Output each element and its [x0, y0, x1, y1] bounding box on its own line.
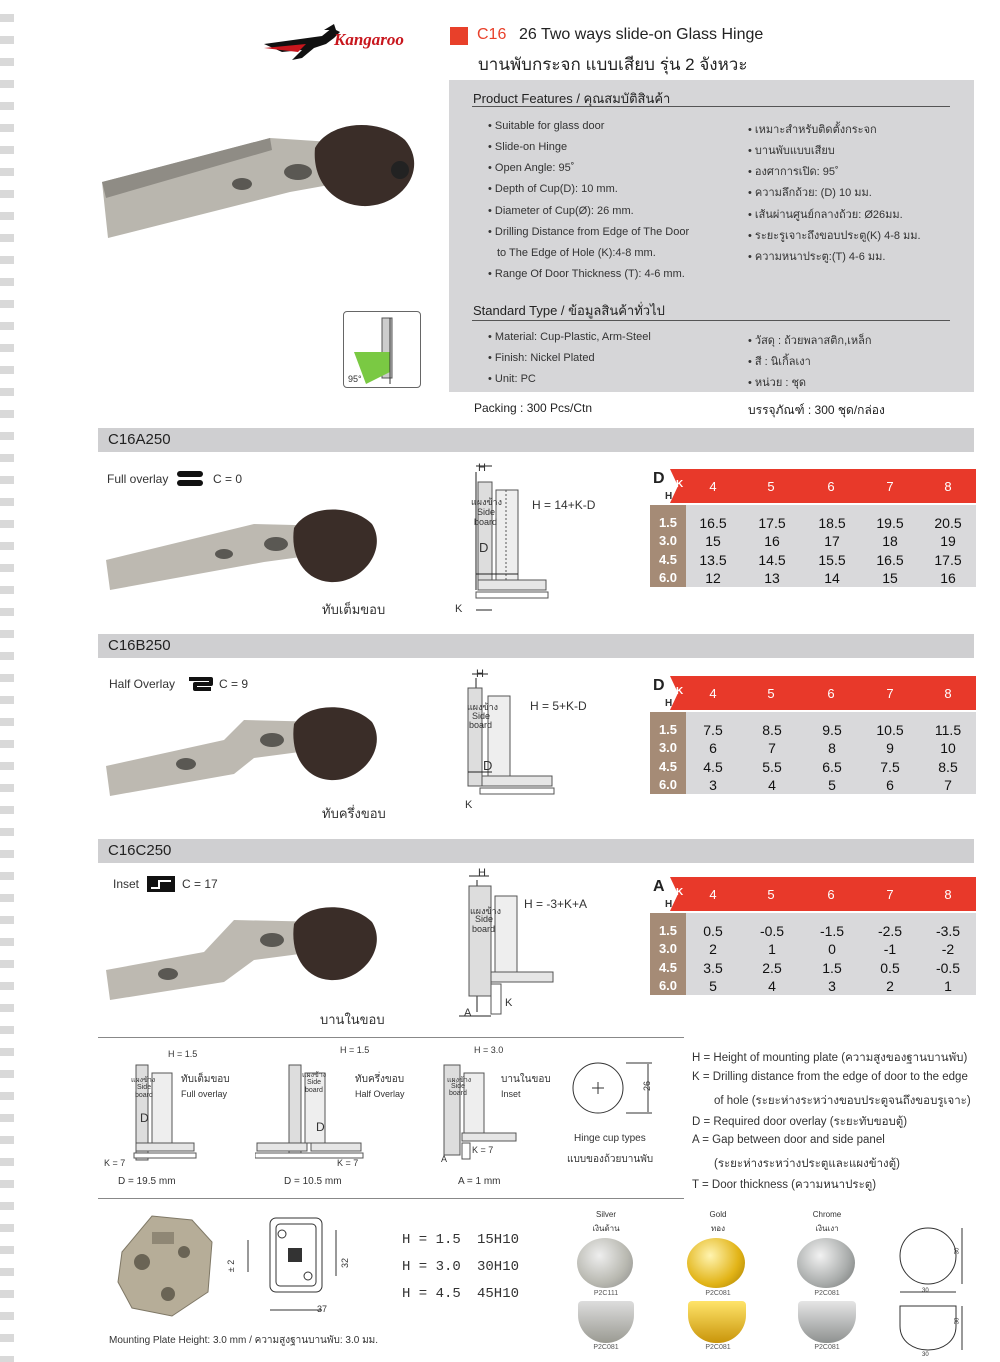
example-en: Full overlay: [181, 1089, 228, 1099]
diagram-label-d: D: [479, 540, 489, 555]
product-title-en: 26 Two ways slide-on Glass Hinge: [519, 26, 764, 43]
overlay-label: Inset: [113, 877, 140, 891]
row-label: 3.0: [658, 941, 678, 956]
cap-name-en: Gold: [709, 1210, 727, 1219]
table-cell: 20.5: [934, 515, 962, 531]
feature-right-item: • ความหนาประตู:(T) 4-6 มม.: [748, 251, 886, 263]
table-cell: 9: [886, 740, 894, 756]
corner-k-label: K: [676, 887, 684, 898]
diagram-label-a: A: [441, 1154, 448, 1164]
examples-bottom-rule: [98, 1198, 684, 1199]
overlay-caption-th: บานในขอบ: [320, 1012, 385, 1027]
diagram-label-h: H: [476, 668, 484, 680]
hinge-photo-main: [100, 110, 425, 245]
example-result: D = 10.5 mm: [284, 1176, 342, 1187]
cap-code: P2C081: [814, 1344, 840, 1351]
legend-item: (ระยะห่างระหว่างประตูและแผงข้างตู้): [714, 1158, 900, 1170]
cup-dimension: 26: [642, 1080, 653, 1092]
dim-37: 37: [317, 1304, 328, 1314]
examples-top-rule: [98, 1037, 684, 1038]
k-header-cell: 8: [944, 686, 952, 701]
side-board-th: แผงข้าง: [447, 1077, 472, 1084]
feature-right-item: • ความลึกถ้วย: (D) 10 มม.: [748, 187, 872, 199]
full-overlay-icon: [177, 471, 203, 487]
table-cell: 2: [886, 978, 894, 994]
side-board-th: แผงข้าง: [131, 1077, 156, 1084]
k-header-cell: 6: [827, 479, 835, 494]
k-header-cell: 8: [944, 887, 952, 902]
product-code: C16: [477, 26, 507, 43]
cup-caption-th: แบบของถ้วยบานพับ: [567, 1154, 654, 1165]
cap-dim: 30: [954, 1247, 961, 1255]
hinge-photo-inset: [104, 900, 384, 1005]
open-angle-box: [343, 311, 421, 388]
standard-left-item: • Finish: Nickel Plated: [488, 352, 595, 364]
table-cell: 1: [768, 941, 776, 957]
table-cell: 5: [828, 777, 836, 793]
model-code: C16A250: [108, 431, 171, 448]
table-cell: 1.5: [822, 960, 842, 976]
table-cell: 18.5: [818, 515, 846, 531]
plate-code: 30H10: [477, 1259, 520, 1275]
side-board-en: Side: [472, 711, 491, 721]
mounting-caption: Mounting Plate Height: 3.0 mm / ความสูงฐานบานพับ: 3.0 มม.: [109, 1335, 379, 1346]
row-label: 1.5: [658, 923, 678, 938]
cap-name-th: เงินด้าน: [592, 1224, 620, 1233]
cap-name-en: Chrome: [812, 1210, 842, 1219]
feature-right-item: • เส้นผ่านศูนย์กลางถ้วย: Ø26มม.: [748, 209, 903, 221]
side-board-en2: board: [135, 1092, 153, 1099]
feature-right-item: • เหมาะสำหรับติดตั้งกระจก: [748, 124, 877, 136]
mounting-plate-photo: [112, 1212, 220, 1322]
corner-h-label: H: [665, 899, 673, 910]
c-value: C = 17: [182, 877, 218, 891]
title-marker: [450, 27, 468, 45]
overlay-label: Full overlay: [107, 472, 169, 486]
table-cell: -0.5: [759, 923, 785, 939]
feature-left-item: • Drilling Distance from Edge of The Door: [488, 226, 690, 238]
table-cell: 16: [940, 570, 956, 586]
diagram-label-k: K: [455, 603, 463, 615]
corner-k-label: K: [676, 479, 684, 490]
features-rule: [472, 106, 950, 107]
cap-code: P2C081: [593, 1344, 619, 1351]
feature-right-item: • ระยะรูเจาะถึงขอบประตู(K) 4-8 มม.: [748, 230, 921, 242]
row-label: 3.0: [658, 533, 678, 548]
side-board-en: Side: [307, 1079, 322, 1086]
standard-left-item: • Unit: PC: [488, 373, 536, 385]
overlay-caption-th: ทับครึ่งขอบ: [322, 806, 386, 821]
plate-code: 15H10: [477, 1232, 520, 1248]
feature-left-item: to The Edge of Hole (K):4-8 mm.: [497, 247, 656, 259]
row-label: 4.5: [658, 552, 678, 567]
plate-code: 45H10: [477, 1286, 520, 1302]
side-board-th: แผงข้าง: [302, 1072, 327, 1079]
table-cell: 8.5: [762, 722, 782, 738]
row-label: 4.5: [658, 960, 678, 975]
legend-item: A = Gap between door and side panel: [692, 1134, 885, 1146]
model-band-a: [98, 428, 974, 452]
table-cell: 2.5: [762, 960, 782, 976]
example-th: ทับครึ่งขอบ: [355, 1074, 405, 1085]
side-board-th: แผงข้าง: [467, 702, 499, 712]
table-cell: 3: [709, 777, 717, 793]
cap-dimension-drawings: [894, 1222, 974, 1358]
silver-d-cap: [578, 1301, 634, 1343]
table-cell: 17.5: [934, 552, 962, 568]
model-code: C16C250: [108, 842, 172, 859]
legend-item: K = Drilling distance from the edge of door to the edge: [692, 1071, 968, 1083]
standard-rule: [472, 320, 950, 321]
row-label: 3.0: [658, 740, 678, 755]
feature-right-item: • องศาการเปิด: 95˚: [748, 166, 839, 178]
table-cell: -0.5: [935, 960, 961, 976]
formula: H = 5+K-D: [530, 699, 587, 713]
table-cell: 7: [768, 740, 776, 756]
chrome-d-cap: [798, 1301, 856, 1343]
corner-h-label: H: [665, 698, 673, 709]
plate-height: H = 3.0: [402, 1259, 461, 1275]
table-cell: 15.5: [818, 552, 846, 568]
overlay-label: Half Overlay: [109, 677, 176, 691]
legend-item: D = Required door overlay (ระยะทับขอบตู้): [692, 1116, 908, 1128]
cap-code: P2C081: [705, 1344, 731, 1351]
table-cell: 5.5: [762, 759, 782, 775]
standard-right-item: • หน่วย : ชุด: [748, 377, 807, 389]
side-board-en: Side: [451, 1083, 466, 1090]
example-en: Inset: [501, 1089, 521, 1099]
diagram-label-d: D: [483, 758, 493, 773]
table-cell: 16.5: [699, 515, 727, 531]
k-header-cell: 4: [709, 479, 717, 494]
table-cell: 7.5: [880, 759, 900, 775]
formula: H = 14+K-D: [532, 498, 596, 512]
example-h: H = 1.5: [168, 1049, 198, 1059]
model-band-b: [98, 634, 974, 658]
standard-right-item: • วัสดุ : ถ้วยพลาสติก,เหล็ก: [748, 335, 872, 347]
corner-top-label: A: [653, 878, 665, 895]
c-value: C = 0: [213, 472, 243, 486]
inset-icon: [147, 876, 175, 892]
hinge-cup-diagram: [566, 1062, 658, 1132]
corner-h-label: H: [665, 491, 673, 502]
table-cell: 15: [705, 533, 721, 549]
c-value: C = 9: [219, 677, 249, 691]
table-cell: -2.5: [877, 923, 903, 939]
table-cell: 2: [709, 941, 717, 957]
logo-text: Kangaroo: [334, 30, 404, 49]
table-cell: 10: [940, 740, 956, 756]
feature-left-item: • Depth of Cup(D): 10 mm.: [488, 183, 618, 195]
table-cell: -3.5: [935, 923, 961, 939]
k-header-cell: 6: [827, 887, 835, 902]
k-header-cell: 8: [944, 479, 952, 494]
half-overlay-diagram: [448, 668, 558, 818]
dim-pm: ± 2: [226, 1259, 237, 1273]
row-label: 1.5: [658, 722, 678, 737]
table-cell: 12: [705, 570, 721, 586]
diagram-label-d: D: [140, 1111, 149, 1125]
legend-item: T = Door thickness (ความหนาประตู): [692, 1179, 877, 1191]
k-header-cell: 4: [709, 887, 717, 902]
chrome-round-cap: [797, 1238, 855, 1288]
table-cell: 6: [886, 777, 894, 793]
feature-left-item: • Suitable for glass door: [488, 120, 605, 132]
legend-item: of hole (ระยะห่างระหว่างขอบประตูจนถึงขอบรูเจาะ): [714, 1095, 971, 1107]
cap-code: P2C111: [593, 1290, 619, 1297]
side-board-th: แผงข้าง: [471, 497, 503, 507]
row-label: 6.0: [658, 777, 678, 792]
cap-code: P2C081: [814, 1290, 840, 1297]
dim-32: 32: [340, 1257, 351, 1269]
side-board-en: Side: [477, 507, 496, 517]
table-cell: 0.5: [703, 923, 723, 939]
table-cell: 4: [768, 777, 776, 793]
example-en: Half Overlay: [355, 1089, 405, 1099]
k-header-cell: 7: [886, 686, 894, 701]
table-cell: -1: [883, 941, 897, 957]
k-header-cell: 4: [709, 686, 717, 701]
model-band-c: [98, 839, 974, 863]
feature-right-item: • บานพับแบบเสียบ: [748, 145, 835, 157]
table-cell: -1.5: [819, 923, 845, 939]
table-cell: 13.5: [699, 552, 727, 568]
row-label: 1.5: [658, 515, 678, 530]
example-th: บานในขอบ: [501, 1074, 551, 1085]
row-label: 6.0: [658, 570, 678, 585]
feature-left-item: • Diameter of Cup(Ø): 26 mm.: [488, 205, 634, 217]
table-cell: 17: [824, 533, 840, 549]
table-cell: 0.5: [880, 960, 900, 976]
table-cell: 6: [709, 740, 717, 756]
table-cell: 7.5: [703, 722, 723, 738]
model-code: C16B250: [108, 637, 171, 654]
side-board-en: Side: [137, 1084, 152, 1091]
page-binding-holes: [0, 0, 14, 1362]
table-cell: 14.5: [758, 552, 786, 568]
standard-left-item: • Material: Cup-Plastic, Arm-Steel: [488, 331, 651, 343]
row-label: 6.0: [658, 978, 678, 993]
k-header-cell: 5: [767, 479, 775, 494]
table-cell: 8: [828, 740, 836, 756]
cap-name-th: ทอง: [711, 1224, 725, 1233]
example-th: ทับเต็มขอบ: [181, 1074, 230, 1085]
table-cell: -2: [941, 941, 955, 957]
table-cell: 19: [940, 533, 956, 549]
full-overlay-diagram: [448, 460, 558, 620]
diagram-label-k: K: [465, 799, 473, 811]
table-cell: 19.5: [876, 515, 904, 531]
gold-d-cap: [688, 1301, 746, 1343]
k-header-cell: 5: [767, 887, 775, 902]
corner-k-label: K: [676, 686, 684, 697]
table-cell: 4.5: [703, 759, 723, 775]
corner-top-label: D: [653, 677, 665, 694]
standard-right-item: • สี : นิเกิ้ลเงา: [748, 356, 811, 368]
table-cell: 9.5: [822, 722, 842, 738]
gold-round-cap: [687, 1238, 745, 1288]
example-k: K = 7: [104, 1158, 126, 1168]
table-cell: 3: [828, 978, 836, 994]
table-cell: 17.5: [758, 515, 786, 531]
cap-name-th: เงินเงา: [815, 1224, 839, 1233]
feature-left-item: • Open Angle: 95˚: [488, 162, 575, 174]
table-cell: 0: [828, 941, 836, 957]
cap-dim: 30: [954, 1317, 961, 1325]
table-cell: 7: [944, 777, 952, 793]
plate-height: H = 4.5: [402, 1286, 461, 1302]
hinge-photo-half-overlay: [104, 700, 384, 800]
feature-left-item: • Range Of Door Thickness (T): 4-6 mm.: [488, 268, 685, 280]
side-board-en2: board: [472, 924, 496, 934]
example-h: H = 1.5: [340, 1045, 370, 1055]
packing-th: บรรจุภัณฑ์ : 300 ชุด/กล่อง: [748, 403, 885, 417]
table-cell: 16: [764, 533, 780, 549]
packing-en: Packing : 300 Pcs/Ctn: [474, 401, 593, 415]
cap-dim: 30: [922, 1288, 929, 1294]
plate-height: H = 1.5: [402, 1232, 461, 1248]
corner-top-label: D: [653, 470, 665, 487]
k-header-cell: 5: [767, 686, 775, 701]
half-overlay-icon: [187, 676, 213, 692]
diagram-label-d: D: [316, 1120, 325, 1134]
formula: H = -3+K+A: [524, 897, 588, 911]
side-board-en: Side: [475, 914, 494, 924]
k-header-cell: 7: [886, 479, 894, 494]
silver-round-cap: [577, 1238, 633, 1288]
example-k: K = 7: [337, 1158, 359, 1168]
feature-left-item: • Slide-on Hinge: [488, 141, 568, 153]
table-cell: 1: [944, 978, 952, 994]
table-cell: 5: [709, 978, 717, 994]
side-board-en2: board: [474, 517, 498, 527]
standard-heading: Standard Type / ข้อมูลสินค้าทั่วไป: [473, 303, 665, 318]
table-cell: 8.5: [938, 759, 958, 775]
side-board-en2: board: [305, 1087, 323, 1094]
side-board-en2: board: [449, 1090, 467, 1097]
side-board-th: แผงข้าง: [470, 906, 502, 916]
example-k: K = 7: [472, 1145, 494, 1155]
table-cell: 13: [764, 570, 780, 586]
side-board-en2: board: [469, 720, 493, 730]
product-title-th: บานพับกระจก แบบเสียบ รุ่น 2 จังหวะ: [478, 55, 748, 74]
diagram-label-a: A: [464, 1007, 472, 1019]
diagram-label-k: K: [505, 997, 513, 1009]
example-result: D = 19.5 mm: [118, 1176, 176, 1187]
example-result: A = 1 mm: [458, 1176, 501, 1187]
diagram-label-h: H: [478, 867, 486, 879]
hinge-photo-full-overlay: [104, 498, 384, 598]
table-cell: 4: [768, 978, 776, 994]
row-label: 4.5: [658, 759, 678, 774]
k-header-cell: 6: [827, 686, 835, 701]
table-cell: 11.5: [934, 722, 962, 738]
diagram-label-h: H: [478, 462, 486, 474]
open-angle-label: 95°: [348, 374, 362, 384]
overlay-caption-th: ทับเต็มขอบ: [322, 602, 386, 617]
legend-item: H = Height of mounting plate (ความสูงของฐานบานพับ): [692, 1052, 968, 1064]
table-cell: 14: [824, 570, 840, 586]
table-cell: 6.5: [822, 759, 842, 775]
cap-dim: 30: [922, 1352, 929, 1358]
k-header-cell: 7: [886, 887, 894, 902]
table-cell: 16.5: [876, 552, 904, 568]
example-h: H = 3.0: [474, 1045, 504, 1055]
cup-caption-en: Hinge cup types: [574, 1133, 646, 1144]
table-cell: 15: [882, 570, 898, 586]
cap-code: P2C081: [705, 1290, 731, 1297]
table-cell: 18: [882, 533, 898, 549]
table-cell: 3.5: [703, 960, 723, 976]
table-cell: 10.5: [876, 722, 904, 738]
cap-name-en: Silver: [595, 1210, 616, 1219]
features-heading: Product Features / คุณสมบัติสินค้า: [473, 91, 671, 106]
